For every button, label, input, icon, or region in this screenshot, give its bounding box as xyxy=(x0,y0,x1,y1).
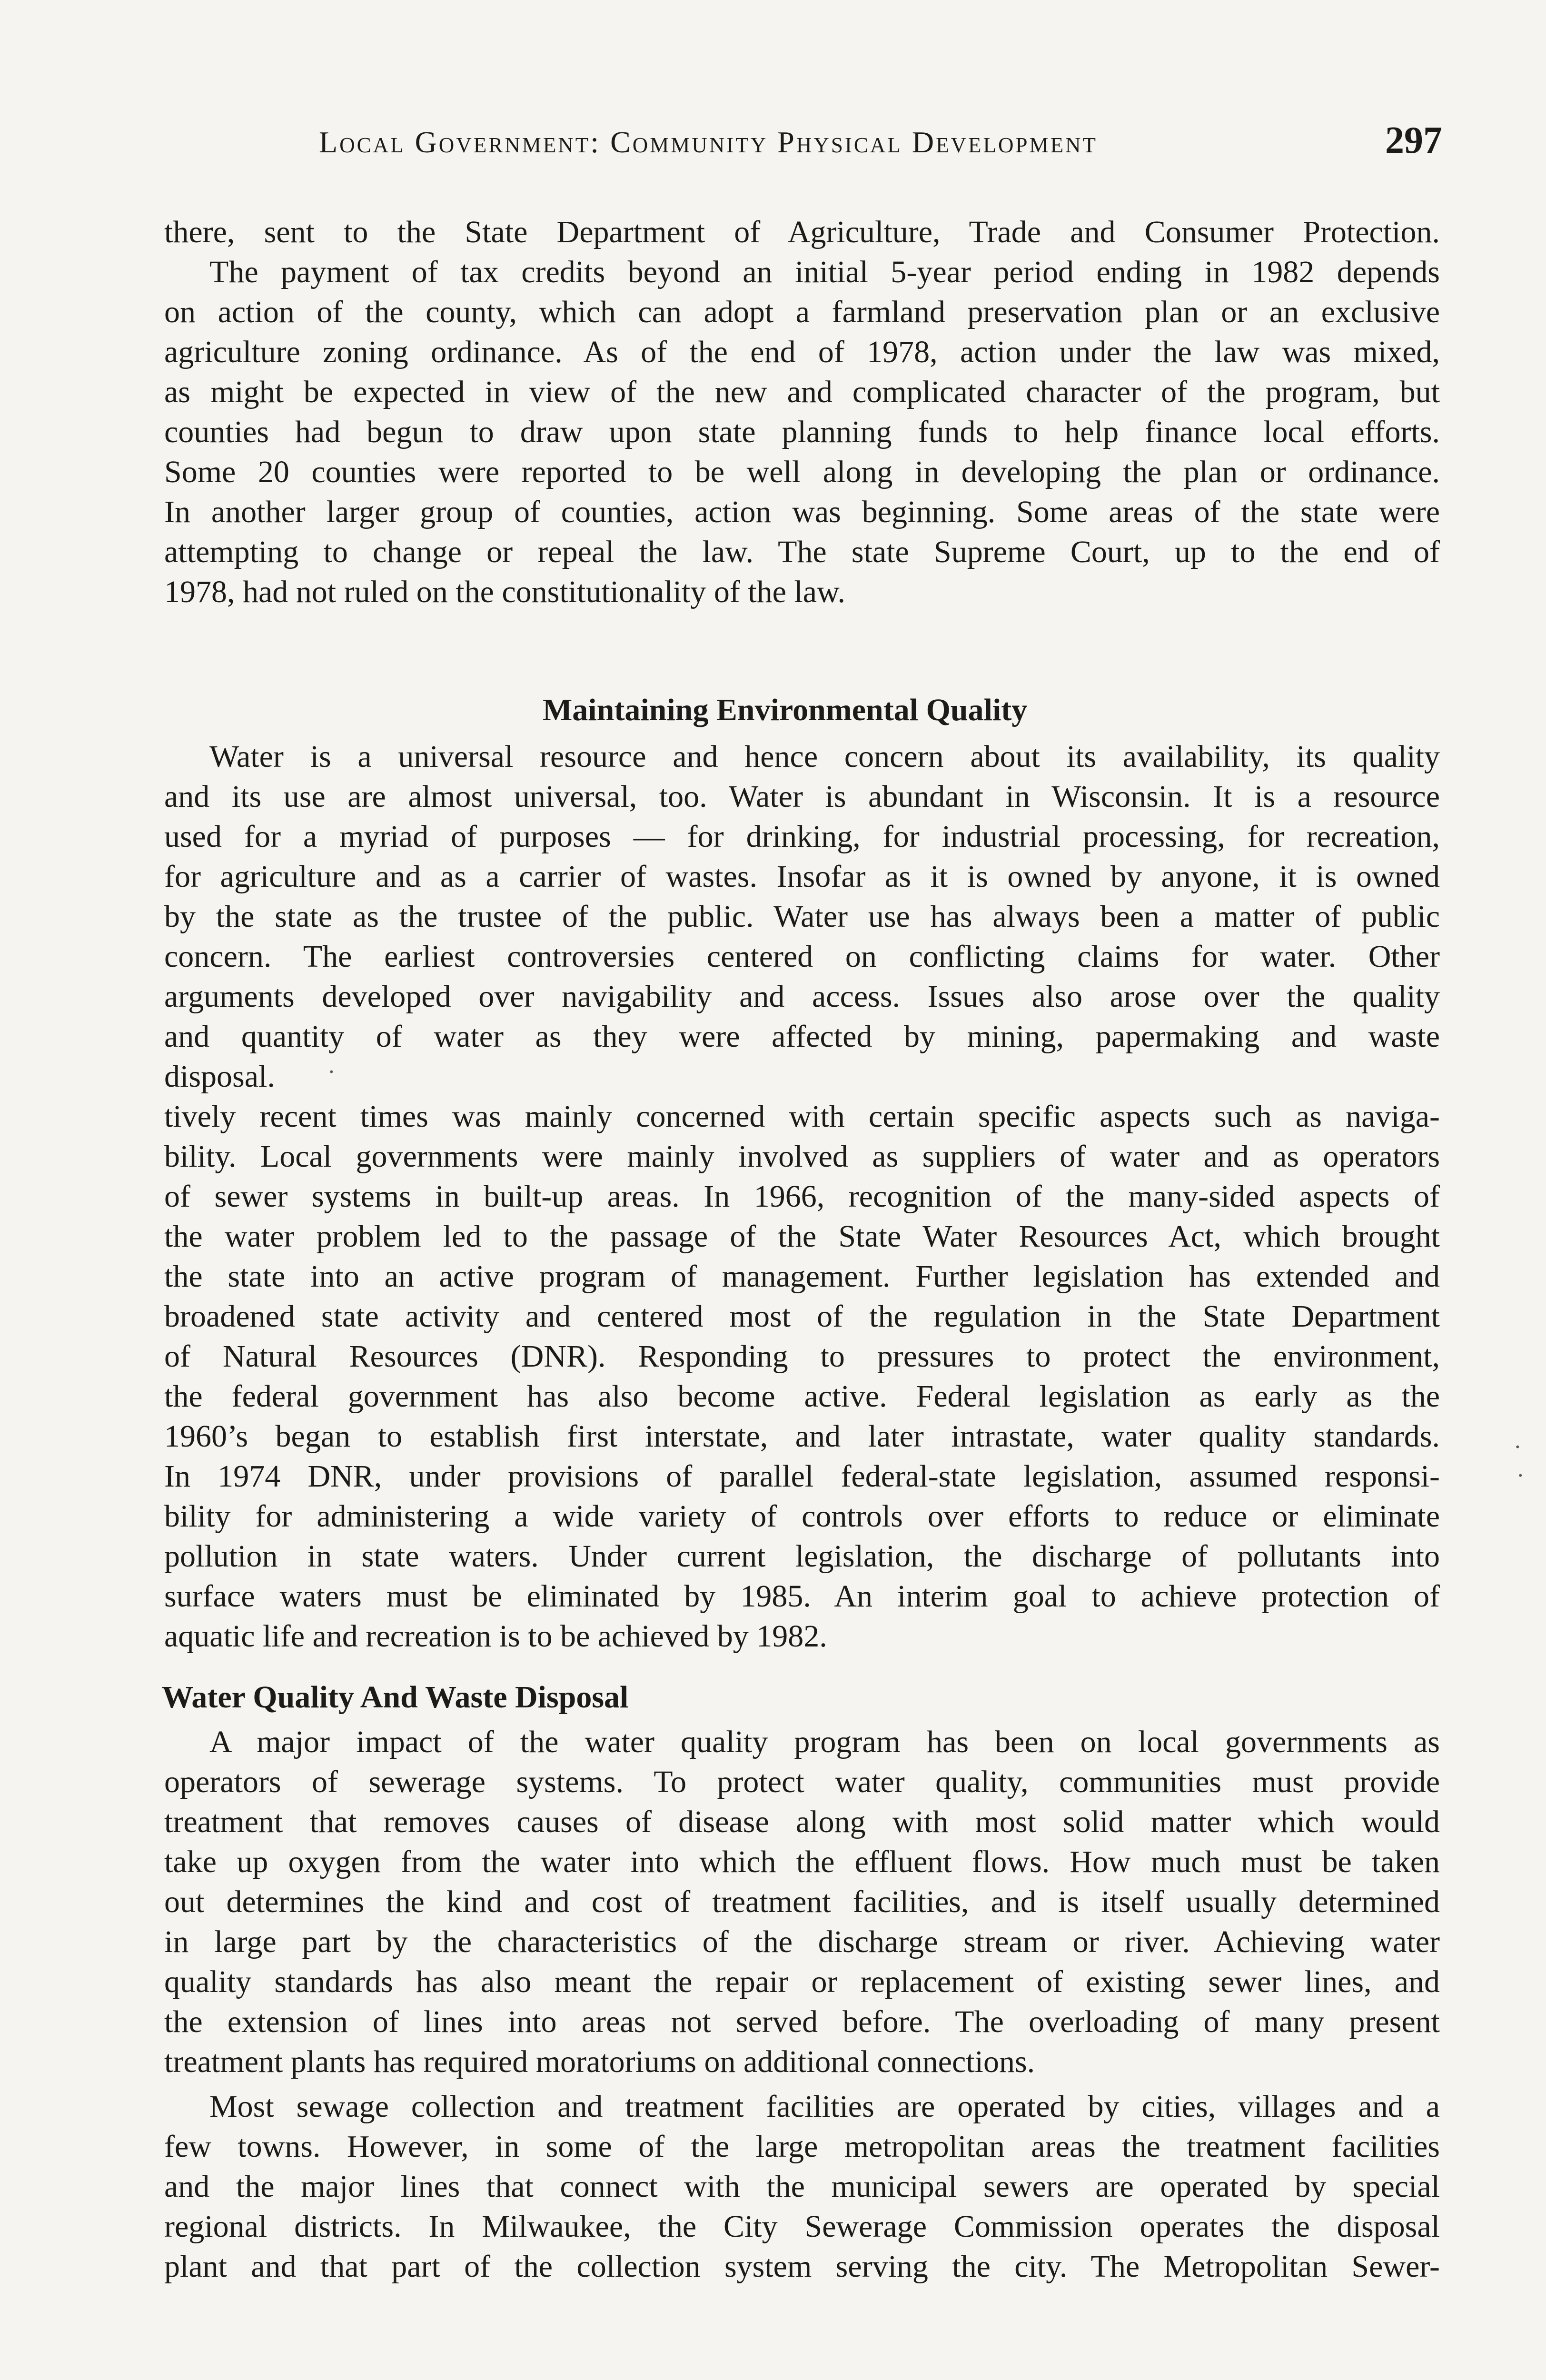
text-line: few towns. However, in some of the large metropolitan areas the treatment facilities xyxy=(164,2129,1440,2164)
text-line: pollution in state waters. Under current legislation, the discharge of pollutants into xyxy=(164,1539,1440,1574)
print-speck: · xyxy=(327,1058,336,1085)
text-line: the water problem led to the passage of the State Water Resources Act, which brought xyxy=(164,1219,1440,1254)
running-title: Local Government: Community Physical Development xyxy=(319,125,1098,159)
text-line: In 1974 DNR, under provisions of parallel federal-state legislation, assumed responsi- xyxy=(164,1459,1440,1494)
text-line: of Natural Resources (DNR). Responding to pressures to protect the environment, xyxy=(164,1339,1440,1374)
text-line: the state into an active program of management. Further legislation has extended and xyxy=(164,1259,1440,1294)
text-line: treatment that removes causes of disease along with most solid matter which would xyxy=(164,1805,1440,1839)
text-line: arguments developed over navigability and access. Issues also arose over the quality xyxy=(164,979,1440,1014)
text-line: attempting to change or repeal the law. The state Supreme Court, up to the end of xyxy=(164,535,1440,569)
text-line: broadened state activity and centered most of the regulation in the State Department xyxy=(164,1299,1440,1334)
text-line: of sewer systems in built-up areas. In 1966, recognition of the many-sided aspects of xyxy=(164,1179,1440,1214)
text-line: and quantity of water as they were affected by mining, papermaking and waste xyxy=(164,1019,1440,1054)
text-line: for agriculture and as a carrier of wastes. Insofar as it is owned by anyone, it is owned xyxy=(164,859,1440,894)
print-speck: · xyxy=(1514,1433,1522,1460)
text-line: bility. Local governments were mainly involved as suppliers of water and as operators xyxy=(164,1139,1440,1174)
text-line: and its use are almost universal, too. Water is abundant in Wisconsin. It is a resource xyxy=(164,779,1440,814)
text-line: as might be expected in view of the new and complicated character of the program, but xyxy=(164,375,1440,409)
text-line: The payment of tax credits beyond an initial 5-year period ending in 1982 depends xyxy=(209,255,1440,289)
text-line: aquatic life and recreation is to be achieved by 1982. xyxy=(164,1619,827,1654)
text-line: agriculture zoning ordinance. As of the end of 1978, action under the law was mixed, xyxy=(164,335,1440,369)
text-line: by the state as the trustee of the public. Water use has always been a matter of public xyxy=(164,899,1440,934)
text-line: on action of the county, which can adopt a farmland preservation plan or an exclusive xyxy=(164,295,1440,329)
text-line: Most sewage collection and treatment facilities are operated by cities, villages and a xyxy=(209,2089,1440,2124)
text-line: tively recent times was mainly concerned with certain specific aspects such as naviga- xyxy=(164,1099,1440,1134)
text-line: Water is a universal resource and hence concern about its availability, its quality xyxy=(209,739,1440,774)
text-line: used for a myriad of purposes — for drinking, for industrial processing, for recreation, xyxy=(164,819,1440,854)
text-line: Some 20 counties were reported to be well along in developing the plan or ordinance. xyxy=(164,455,1440,489)
running-head xyxy=(319,119,1442,177)
text-line: regional districts. In Milwaukee, the City Sewerage Commission operates the disposal xyxy=(164,2209,1440,2244)
text-line: out determines the kind and cost of treatment facilities, and is itself usually determined xyxy=(164,1884,1440,1919)
print-speck: · xyxy=(1516,1462,1525,1488)
text-line: bility for administering a wide variety of controls over efforts to reduce or eliminate xyxy=(164,1499,1440,1534)
text-line: A major impact of the water quality program has been on local governments as xyxy=(209,1725,1440,1759)
text-line: 1960’s began to establish first interstate, and later intrastate, water quality standards. xyxy=(164,1419,1440,1454)
text-line: the federal government has also become active. Federal legislation as early as the xyxy=(164,1379,1440,1414)
text-line: surface waters must be eliminated by 1985. An interim goal to achieve protection of xyxy=(164,1579,1440,1614)
text-line: quality standards has also meant the repair or replacement of existing sewer lines, and xyxy=(164,1964,1440,1999)
text-line: disposal. xyxy=(164,1059,275,1094)
text-line: the extension of lines into areas not served before. The overloading of many present xyxy=(164,2004,1440,2039)
text-line: concern. The earliest controversies centered on conflicting claims for water. Other xyxy=(164,939,1440,974)
text-line: and the major lines that connect with the municipal sewers are operated by special xyxy=(164,2169,1440,2204)
text-line: there, sent to the State Department of Agriculture, Trade and Consumer Protection. xyxy=(164,215,1440,249)
text-line: plant and that part of the collection system serving the city. The Metropolitan Sewer- xyxy=(164,2249,1440,2284)
text-line: take up oxygen from the water into which the effluent flows. How much must be taken xyxy=(164,1844,1440,1879)
section-heading-water-quality: Water Quality And Waste Disposal xyxy=(162,1680,629,1715)
text-line: in large part by the characteristics of the discharge stream or river. Achieving water xyxy=(164,1924,1440,1959)
text-line: operators of sewerage systems. To protect water quality, communities must provide xyxy=(164,1765,1440,1799)
page-number: 297 xyxy=(1385,119,1442,161)
text-line: counties had begun to draw upon state planning funds to help finance local efforts. xyxy=(164,415,1440,449)
text-line: 1978, had not ruled on the constitutionality of the law. xyxy=(164,575,845,609)
text-line: In another larger group of counties, action was beginning. Some areas of the state were xyxy=(164,495,1440,529)
text-line: treatment plants has required moratoriums on additional connections. xyxy=(164,2044,1035,2079)
section-heading-environmental-quality: Maintaining Environmental Quality xyxy=(543,693,1028,727)
